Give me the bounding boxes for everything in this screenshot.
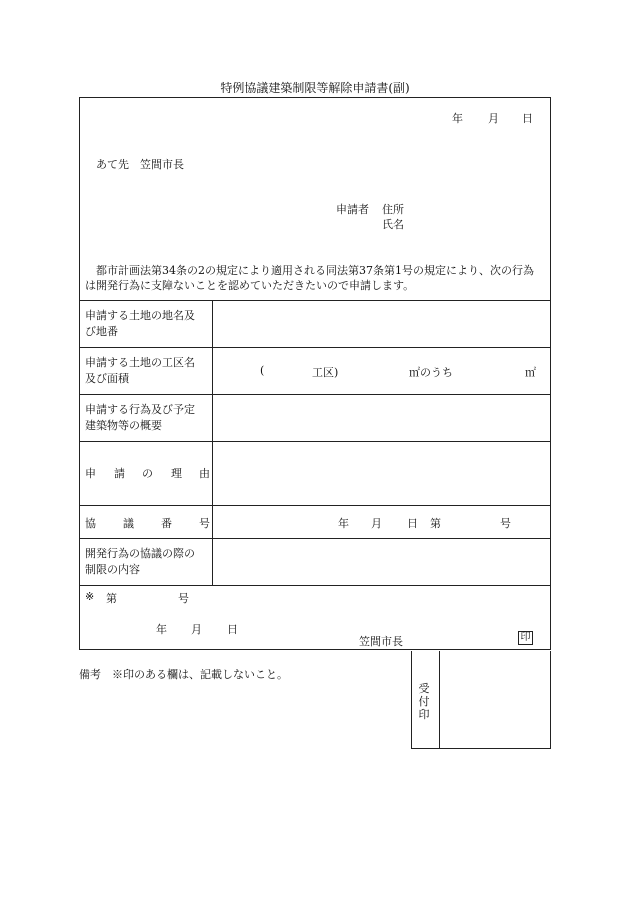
reason-label-char: 由 <box>199 467 210 480</box>
land-location-label: 申請する土地の地名及 び地番 <box>85 309 195 338</box>
ku-label: 工区) <box>312 366 339 379</box>
consult-no-label-char: 番 <box>161 517 172 530</box>
restriction-label: 開発行為の協議の際の 制限の内容 <box>85 547 195 576</box>
area-unit-label: ㎡ <box>525 366 536 379</box>
date-day-label: 日 <box>522 112 533 125</box>
reason-label-char: 理 <box>171 467 182 480</box>
consult-dai-label: 第 <box>430 517 441 530</box>
body-text-line2: は開発行為に支障ないことを認めていただきたいので申請します。 <box>85 279 415 292</box>
applicant-address-label: 住所 <box>382 203 404 216</box>
consult-no-label-char: 協 <box>85 517 96 530</box>
activity-field[interactable] <box>213 395 550 440</box>
date-year-label: 年 <box>452 112 463 125</box>
row-divider <box>79 585 551 586</box>
consult-no-label-char: 議 <box>123 517 134 530</box>
restriction-field[interactable] <box>213 539 550 584</box>
reason-label-char: 請 <box>114 467 125 480</box>
body-text-line1: 都市計画法第34条の2の規定により適用される同法第37条第1号の規定により、次の行為 <box>96 264 534 277</box>
official-seal-box: 印 <box>518 631 533 645</box>
receipt-stamp-area[interactable] <box>440 652 550 748</box>
office-day-label: 日 <box>227 623 238 636</box>
receipt-stamp-label: 受 付 印 <box>418 682 430 721</box>
reason-field[interactable] <box>213 442 550 504</box>
consult-go-label: 号 <box>500 517 511 530</box>
office-dai-label: 第 <box>106 592 117 605</box>
land-area-label: 申請する土地の工区名 及び面積 <box>85 356 195 385</box>
notes-text: 備考 ※印のある欄は、記載しないこと。 <box>79 668 288 681</box>
date-month-label: 月 <box>488 112 499 125</box>
area-of-label: ㎡のうち <box>409 366 453 379</box>
office-year-label: 年 <box>156 623 167 636</box>
reason-label-char: 申 <box>85 467 96 480</box>
mayor-label: 笠間市長 <box>359 635 403 648</box>
applicant-label: 申請者 <box>336 203 369 216</box>
applicant-name-label: 氏名 <box>382 218 404 231</box>
land-location-field[interactable] <box>213 301 550 346</box>
consult-year-label: 年 <box>338 517 349 530</box>
consult-month-label: 月 <box>371 517 382 530</box>
addressee: あて先 笠間市長 <box>96 158 184 171</box>
office-month-label: 月 <box>191 623 202 636</box>
office-go-label: 号 <box>178 592 189 605</box>
kome-mark: ※ <box>85 590 95 603</box>
activity-label: 申請する行為及び予定 建築物等の概要 <box>85 403 195 432</box>
ku-paren-open: ( <box>260 364 265 377</box>
consult-day-label: 日 <box>407 517 418 530</box>
consult-no-label-char: 号 <box>199 517 210 530</box>
reason-label-char: の <box>142 467 153 480</box>
form-title: 特例協議建築制限等解除申請書(副) <box>220 81 410 95</box>
